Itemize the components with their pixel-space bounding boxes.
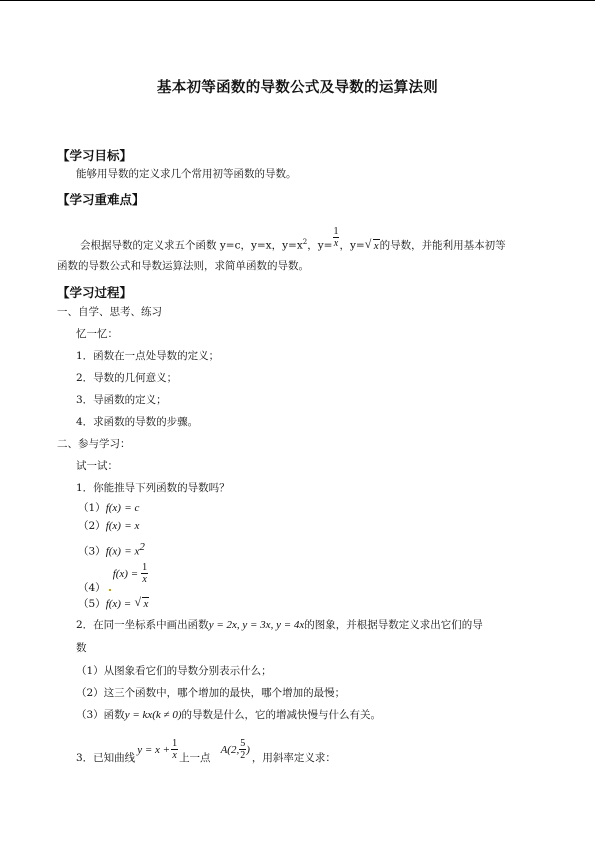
try-label: 试一试：	[76, 460, 118, 472]
recall-q1: 1．函数在一点处导数的定义；	[76, 350, 220, 362]
ex1-item-3-label: （3）	[78, 545, 106, 558]
ex3-curve-lhs: y = x +	[137, 743, 171, 756]
ex2-sub3-prefix: （3）函数	[76, 709, 125, 721]
ex1-item-1	[78, 501, 139, 515]
ex1-item-5-lhs: f(x) =	[105, 598, 132, 610]
recall-q4: 4．求函数的导数的步骤。	[76, 416, 199, 428]
ex2-prefix: 2．在同一坐标系中画出函数	[76, 619, 209, 631]
exercise1-prompt: 1．你能推导下列函数的导数吗？	[76, 482, 230, 494]
goal-text: 能够用导数的定义求几个常用初等函数的导数。	[76, 168, 297, 180]
kp-fraction	[332, 226, 339, 249]
ex1-item-3-lhs: f(x)	[105, 545, 121, 558]
part2-heading: 二、参与学习：	[57, 438, 131, 450]
ex1-item-4-fraction	[141, 562, 148, 585]
ex1-item-4-label: （4）	[78, 581, 106, 594]
ex1-item-5	[78, 597, 149, 611]
ex1-item-2-lhs: f(x)	[105, 520, 121, 532]
exercise2-sub3	[76, 708, 381, 722]
kp-prefix: 会根据导数的定义求五个函数 y=c，y=x，y=x	[80, 239, 303, 252]
ex3-mid: 上一点	[179, 751, 211, 764]
key-points-line2: 函数的导数公式和导数运算法则，求简单函数的导数。	[57, 260, 309, 272]
kp-mid: ，y=	[307, 239, 333, 252]
ex3-curve-den: x	[172, 750, 177, 761]
kp-sqrt-arg: x	[373, 239, 379, 252]
ex1-item-1-label: （1）	[78, 502, 106, 514]
ex1-item-3-sup: 2	[139, 541, 145, 553]
kp-frac-den: x	[333, 238, 339, 249]
ex1-item-2-label: （2）	[78, 520, 106, 532]
recall-q2: 2．导数的几何意义；	[76, 372, 178, 384]
exercise2-sub1: （1）从图象看它们的导数分别表示什么；	[76, 665, 272, 677]
kp-sup: 2	[302, 238, 308, 246]
ex1-item-5-label: （5）	[78, 598, 106, 610]
process-heading: 【学习过程】	[57, 285, 133, 300]
exercise2-cont: 数	[76, 642, 87, 654]
decorative-dot	[109, 589, 111, 591]
ex3-suffix: ，用斜率定义求：	[251, 751, 336, 764]
ex1-item-1-rhs: = c	[124, 502, 140, 514]
recall-label: 忆一忆：	[76, 328, 118, 340]
ex2-suffix: 的图象，并根据导数定义求出它们的导	[304, 619, 483, 631]
ex1-item-4-lhs: f(x) =	[112, 567, 139, 580]
exercise2-sub2: （2）这三个函数中，哪个增加的最快，哪个增加的最慢；	[76, 687, 346, 699]
kp-sqrt	[365, 239, 380, 253]
ex3-point-lhs: A(2,	[220, 743, 240, 756]
ex1-item-5-sqrt	[134, 597, 149, 611]
kp-frac-num: 1	[333, 226, 339, 237]
ex3-curve-fraction	[171, 738, 178, 761]
ex2-sub3-suffix: 的导数是什么，它的增减快慢与什么有关。	[181, 709, 382, 721]
ex1-item-2-rhs: = x	[124, 520, 140, 532]
ex1-item-3	[78, 540, 145, 559]
ex1-item-4-den: x	[142, 574, 147, 585]
key-points-heading: 【学习重难点】	[57, 192, 145, 207]
kp-sqrt-prefix: ，y=	[339, 239, 365, 252]
ex2-sub3-function: y = kx(k ≠ 0)	[124, 709, 182, 721]
ex1-item-2	[78, 519, 139, 533]
kp-suffix: 的导数，并能利用基本初等	[379, 239, 506, 252]
exercise2-line1	[76, 618, 483, 632]
recall-q3: 3．导函数的定义；	[76, 394, 167, 406]
ex1-item-4-num: 1	[142, 562, 148, 573]
ex3-point-num: 5	[240, 738, 246, 749]
ex3-point-rhs: )	[246, 743, 250, 756]
ex3-point-den: 2	[240, 750, 246, 761]
ex1-item-1-lhs: f(x)	[105, 502, 121, 514]
ex3-curve-num: 1	[172, 738, 178, 749]
goal-heading: 【学习目标】	[57, 148, 133, 163]
ex2-functions: y = 2x, y = 3x, y = 4x	[208, 619, 305, 631]
ex3-prefix: 3．已知曲线	[76, 751, 136, 764]
page-title: 基本初等函数的导数公式及导数的运算法则	[156, 79, 439, 96]
key-points-line1	[80, 226, 506, 257]
ex1-item-5-sqrt-arg: x	[143, 598, 149, 610]
ex1-item-4	[78, 562, 148, 594]
exercise3-line	[76, 738, 336, 764]
ex1-item-3-rhs: = x	[124, 545, 140, 558]
part1-heading: 一、自学、思考、练习	[57, 306, 162, 318]
